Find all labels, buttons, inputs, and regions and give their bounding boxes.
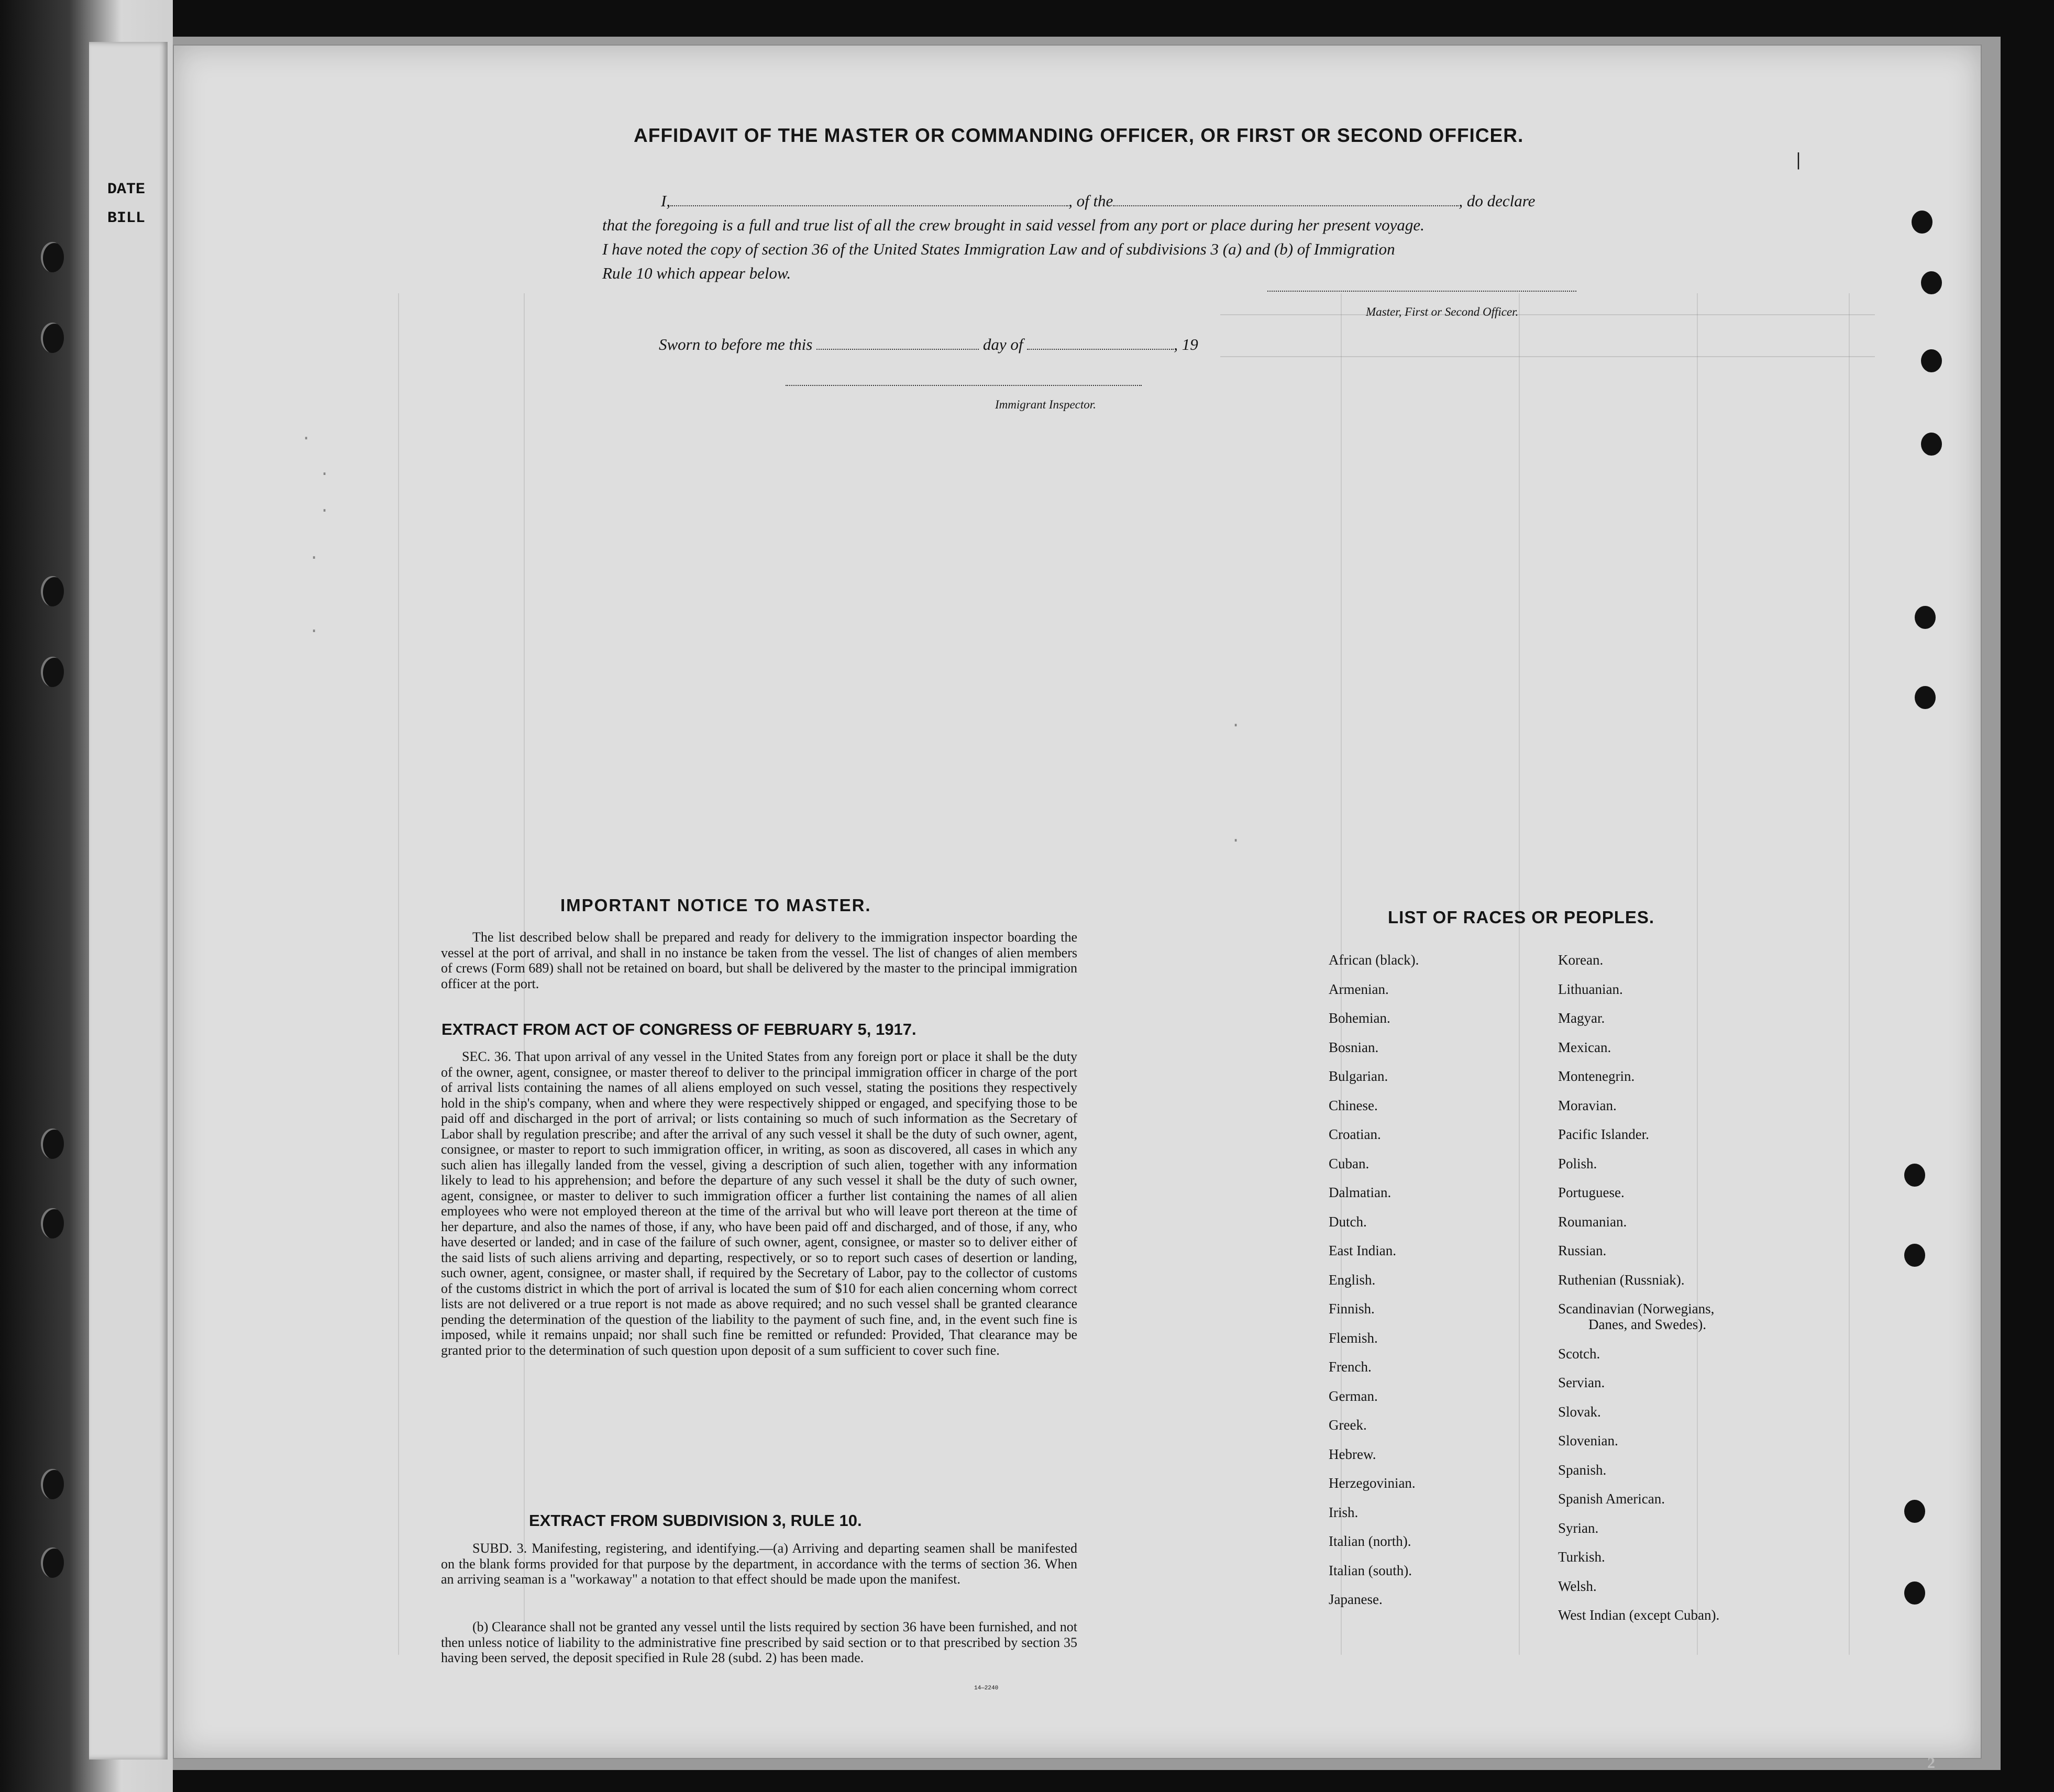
sworn-label: Sworn to before me this <box>659 335 813 353</box>
race-item: Spanish. <box>1558 1462 1607 1478</box>
race-item: Irish. <box>1329 1504 1359 1520</box>
race-item: Chinese. <box>1329 1097 1378 1113</box>
binding-hole-icon <box>41 323 64 353</box>
binding-hole-icon <box>1912 211 1932 234</box>
declarant-name-blank[interactable] <box>670 205 1068 206</box>
race-item: Mexican. <box>1558 1039 1611 1055</box>
race-item: Cuban. <box>1329 1155 1370 1171</box>
binding-hole-icon <box>1904 1500 1925 1523</box>
race-item: Bosnian. <box>1329 1039 1379 1055</box>
race-item: Dutch. <box>1329 1213 1367 1230</box>
affidavit-line-1 <box>661 192 1535 211</box>
race-item: Dalmatian. <box>1329 1185 1392 1200</box>
strip-label-bill: BILL <box>107 209 146 227</box>
declarant-label: I, <box>661 192 671 210</box>
race-item: Spanish American. <box>1558 1491 1665 1507</box>
extract-rule-title: EXTRACT FROM SUBDIVISION 3, RULE 10. <box>529 1511 862 1530</box>
binding-hole-icon <box>1904 1164 1925 1187</box>
form-number: 14—2240 <box>974 1685 999 1691</box>
race-item: Flemish. <box>1329 1330 1378 1346</box>
margin-mark: | <box>1796 149 1801 170</box>
affidavit-line-2: that the foregoing is a full and true list of all the crew brought in said vessel from any port or place during her present voyage. <box>602 216 1424 234</box>
race-item: Pacific Islander. <box>1558 1126 1649 1142</box>
notice-text: The list described below shall be prepared and ready for delivery to the immigration inspector boarding the vessel at the port of arrival, and shall in no instance be taken from the vessel. The list of changes of alien members of crews (Form 689) shall not be retained on board, but shall be delivered by the master to the principal immigration officer at the port. <box>441 930 1077 991</box>
binding-hole-icon <box>1904 1581 1925 1605</box>
race-item: Scotch. <box>1558 1345 1600 1362</box>
race-item: Welsh. <box>1558 1578 1597 1594</box>
strip-label-date: DATE <box>107 181 146 198</box>
race-item: Herzegovinian. <box>1329 1475 1416 1491</box>
extract-act-text: SEC. 36. That upon arrival of any vessel in the United States from any foreign port or place it shall be the duty of the owner, agent, consignee, or master thereof to deliver to the principal immigration officer in charge of the port of arrival lists containing the names of all aliens employed on such vessel, stating the positions they respectively hold in the ship's company, when and where they were respectively shipped or engaged, and specifying those to be paid off and discharged in the port of arrival; or lists containing so much of such information as the Secretary of Labor shall by regulation prescribe; and after the arrival of any such vessel it shall be the duty of such owner, agent, consignee, or master to report to such immigration officer, in writing, as soon as discovered, all cases in which any such alien has illegally landed from the vessel, giving a description of such alien, together with any information likely to lead to his apprehension; and before the departure of any such vessel it shall be the duty of such owner, agent, consignee, or master to deliver to such immigration officer a further list containing the names of all alien employees who were not employed thereon at the time of the arrival but who will leave port thereon at the time of her departure, and also the names of those, if any, who have been paid off and discharged, and of those, if any, who have deserted or landed; and in case of the failure of such owner, agent, consignee, or master so to deliver either of the said lists of such aliens arriving and departing, respectively, or so to report such cases of desertion or landing, such owner, agent, consignee, or master shall, if required by the Secretary of Labor, pay to the collector of customs of the customs district in which the port of arrival is located the sum of $10 for each alien concerning whom correct lists are not delivered or a true report is not made as above required; and no such vessel shall be granted clearance pending the determination of the question of the liability to the payment of such fine, and, in the event such fine is imposed, while it remains unpaid; nor shall such fine be remitted or refunded: Provided, That clearance may be granted prior to the determination of such question upon deposit of a sum sufficient to cover such fine. <box>441 1049 1077 1358</box>
race-item: Scandinavian (Norwegians, <box>1558 1301 1715 1317</box>
bleed-through-mark: . <box>319 497 330 517</box>
bleed-through-mark: . <box>319 461 330 480</box>
race-item: Russian. <box>1558 1243 1607 1258</box>
race-item: Italian (north). <box>1329 1533 1411 1549</box>
declare-label: , do declare <box>1459 192 1536 210</box>
binding-hole-icon <box>41 1469 64 1499</box>
race-item: English. <box>1329 1271 1376 1288</box>
race-item: Ruthenian (Russniak). <box>1558 1271 1685 1288</box>
race-item: French. <box>1329 1359 1372 1375</box>
binding-hole-icon <box>1921 433 1942 456</box>
day-of-label: day of <box>982 335 1023 353</box>
race-item: Syrian. <box>1558 1520 1599 1536</box>
race-item: Roumanian. <box>1558 1213 1627 1230</box>
race-item: East Indian. <box>1329 1243 1396 1258</box>
master-signature-caption: Master, First or Second Officer. <box>1366 305 1519 318</box>
races-title: LIST OF RACES OR PEOPLES. <box>1388 908 1655 927</box>
race-item: Slovak. <box>1558 1403 1601 1420</box>
race-item: Croatian. <box>1329 1126 1381 1142</box>
race-item: Finnish. <box>1329 1301 1375 1317</box>
race-item: Portuguese. <box>1558 1185 1625 1200</box>
vessel-name-blank[interactable] <box>1113 205 1459 206</box>
manifest-page <box>173 45 1982 1759</box>
bleed-through-column <box>1519 293 1520 1655</box>
race-item: Hebrew. <box>1329 1446 1376 1462</box>
bleed-through-mark: . <box>301 425 312 445</box>
inspector-caption: Immigrant Inspector. <box>995 398 1096 411</box>
race-item: Magyar. <box>1558 1010 1605 1026</box>
bleed-through-rule <box>1220 314 1875 315</box>
bleed-through-column <box>398 293 399 1655</box>
sworn-month-blank[interactable] <box>1027 349 1174 350</box>
race-item: Montenegrin. <box>1558 1068 1635 1084</box>
bound-strip <box>89 42 168 1760</box>
extract-rule-text-b: (b) Clearance shall not be granted any vessel until the lists required by section 36 have been furnished, and not then unless notice of liability to the administrative fine prescribed by said section or to that prescribed by section 35 having been served, the deposit specified in Rule 28 (subd. 2) has been made. <box>441 1619 1077 1665</box>
race-item: Japanese. <box>1329 1591 1383 1607</box>
affidavit-line-3: I have noted the copy of section 36 of the United States Immigration Law and of subdivisions 3 (a) and (b) of Immigration <box>602 240 1395 258</box>
binding-hole-icon <box>1904 1244 1925 1267</box>
race-item: West Indian (except Cuban). <box>1558 1607 1720 1623</box>
bleed-through-mark: . <box>1231 827 1241 847</box>
page-number: 2 <box>1927 1754 1935 1772</box>
sworn-day-blank[interactable] <box>816 349 979 350</box>
race-item: Danes, and Swedes). <box>1588 1317 1706 1332</box>
extract-rule-text-a: SUBD. 3. Manifesting, registering, and identifying.—(a) Arriving and departing seamen shall be manifested on the blank forms provided for that purpose by the department, in accordance with the terms of section 36. When an arriving seaman is a "workaway" a notation to that effect should be made upon the manifest. <box>441 1541 1077 1587</box>
bleed-through-mark: . <box>309 545 319 564</box>
binding-hole-icon <box>41 1547 64 1578</box>
binding-hole-icon <box>1915 606 1936 629</box>
binding-hole-icon <box>41 576 64 606</box>
race-item: Moravian. <box>1558 1097 1617 1113</box>
race-item: Korean. <box>1558 952 1604 968</box>
race-item: Bulgarian. <box>1329 1068 1388 1084</box>
vessel-label: , of the <box>1068 192 1113 210</box>
bleed-through-column <box>1849 293 1850 1655</box>
binding-hole-icon <box>1921 349 1942 372</box>
binding-hole-icon <box>41 1208 64 1238</box>
year-label: , 19 <box>1174 335 1198 353</box>
race-item: Bohemian. <box>1329 1010 1390 1026</box>
race-item: African (black). <box>1329 952 1419 968</box>
race-item: Servian. <box>1558 1375 1605 1390</box>
binding-hole-icon <box>1915 686 1936 709</box>
binding-hole-icon <box>41 242 64 272</box>
race-item: Lithuanian. <box>1558 981 1623 997</box>
race-item: Polish. <box>1558 1155 1597 1171</box>
affidavit-line-4: Rule 10 which appear below. <box>602 264 791 282</box>
race-item: Italian (south). <box>1329 1562 1412 1578</box>
race-item: Turkish. <box>1558 1549 1605 1565</box>
race-item: Slovenian. <box>1558 1433 1618 1448</box>
extract-act-title: EXTRACT FROM ACT OF CONGRESS OF FEBRUARY 5, 1917. <box>441 1020 916 1038</box>
affidavit-title: AFFIDAVIT OF THE MASTER OR COMMANDING OFFICER, OR FIRST OR SECOND OFFICER. <box>634 125 1524 146</box>
race-item: German. <box>1329 1388 1378 1404</box>
sworn-line <box>659 335 1198 354</box>
bleed-through-mark: . <box>1231 712 1241 732</box>
race-item: Greek. <box>1329 1417 1367 1433</box>
bleed-through-rule <box>1220 356 1875 357</box>
notice-title: IMPORTANT NOTICE TO MASTER. <box>560 895 871 915</box>
inspector-signature-blank[interactable] <box>786 385 1142 386</box>
binding-hole-icon <box>1921 271 1942 294</box>
race-item: Armenian. <box>1329 981 1389 997</box>
bleed-through-column <box>1697 293 1698 1655</box>
binding-hole-icon <box>41 657 64 687</box>
master-signature-blank[interactable] <box>1267 291 1576 292</box>
bleed-through-mark: . <box>309 618 319 637</box>
binding-hole-icon <box>41 1129 64 1159</box>
